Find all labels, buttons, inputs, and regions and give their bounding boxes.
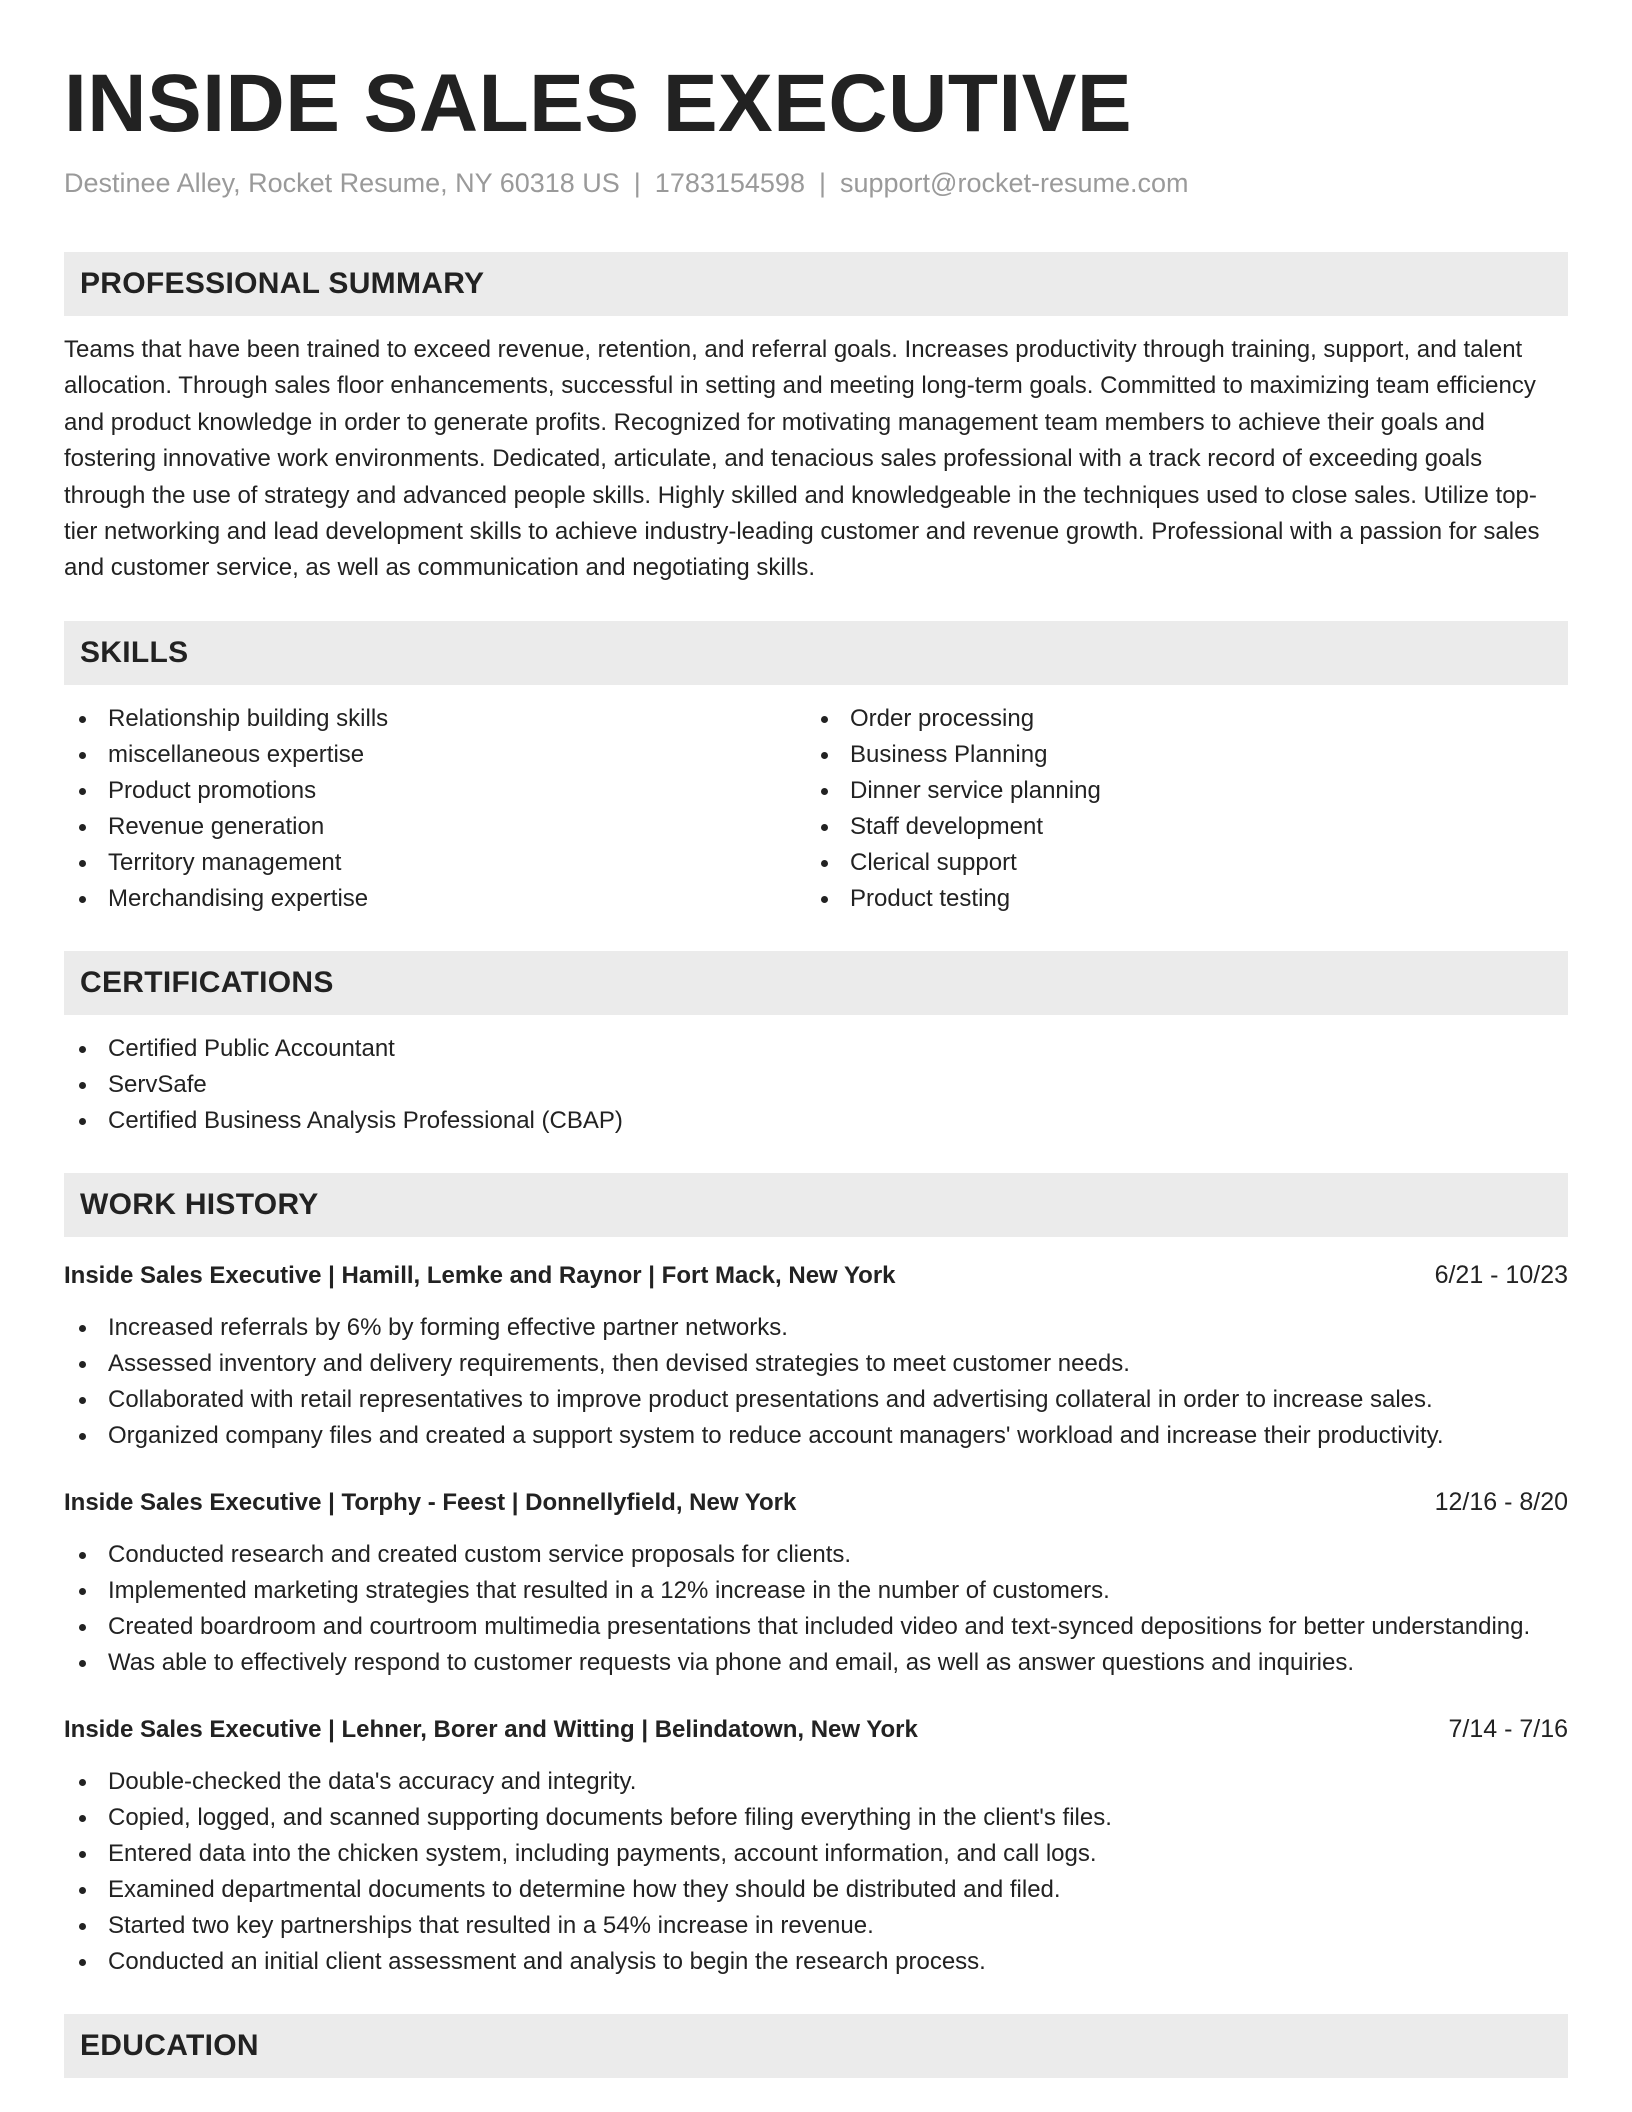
job-dates: 7/14 - 7/16 (1448, 1714, 1568, 1743)
job-entry (64, 1257, 1568, 1454)
job-bullet: Conducted research and created custom service proposals for clients. (64, 1537, 1568, 1573)
job-bullets (64, 1764, 1568, 1980)
skills-list (64, 701, 1568, 917)
job-dates: 6/21 - 10/23 (1434, 1260, 1568, 1289)
job-bullet: Organized company files and created a support system to reduce account managers' workload and increase their productivity. (64, 1418, 1568, 1454)
job-bullet: Created boardroom and courtroom multimedia presentations that included video and text-synced depositions for better understanding. (64, 1609, 1568, 1645)
contact-separator: | (633, 168, 641, 198)
section-heading-summary: PROFESSIONAL SUMMARY (64, 252, 1568, 316)
job-bullet: Collaborated with retail representatives to improve product presentations and advertising collateral in order to increase sales. (64, 1382, 1568, 1418)
certification-item: Certified Public Accountant (64, 1031, 1568, 1067)
skill-item: Relationship building skills (64, 701, 806, 737)
job-title: Inside Sales Executive | Torphy - Feest | Donnellyfield, New York (64, 1488, 797, 1516)
certification-item: Certified Business Analysis Professional (CBAP) (64, 1103, 1568, 1139)
skill-item: miscellaneous expertise (64, 737, 806, 773)
contact-email: support@rocket-resume.com (839, 168, 1189, 198)
job-dates: 12/16 - 8/20 (1434, 1487, 1568, 1516)
skill-item: Business Planning (806, 737, 1548, 773)
skills-column-left (64, 701, 806, 917)
job-header (64, 1257, 1568, 1294)
job-bullet: Copied, logged, and scanned supporting documents before filing everything in the client's files. (64, 1800, 1568, 1836)
job-bullet: Implemented marketing strategies that resulted in a 12% increase in the number of customers. (64, 1573, 1568, 1609)
skill-item: Revenue generation (64, 809, 806, 845)
resume-title: INSIDE SALES EXECUTIVE (64, 58, 1133, 149)
job-bullet: Entered data into the chicken system, including payments, account information, and call logs. (64, 1836, 1568, 1872)
skill-item: Clerical support (806, 845, 1548, 881)
contact-phone: 1783154598 (654, 168, 805, 198)
job-bullet: Was able to effectively respond to customer requests via phone and email, as well as answer questions and inquiries. (64, 1645, 1568, 1681)
skills-column-right (806, 701, 1548, 917)
job-header (64, 1484, 1568, 1521)
job-bullet: Increased referrals by 6% by forming effective partner networks. (64, 1310, 1568, 1346)
section-heading-education: EDUCATION (64, 2014, 1568, 2078)
job-bullets (64, 1310, 1568, 1454)
job-bullet: Started two key partnerships that resulted in a 54% increase in revenue. (64, 1908, 1568, 1944)
job-title: Inside Sales Executive | Lehner, Borer and Witting | Belindatown, New York (64, 1715, 918, 1743)
certification-item: ServSafe (64, 1067, 1568, 1103)
section-heading-skills: SKILLS (64, 621, 1568, 685)
job-bullet: Conducted an initial client assessment and analysis to begin the research process. (64, 1944, 1568, 1980)
contact-line (64, 166, 1568, 200)
skill-item: Product promotions (64, 773, 806, 809)
skill-item: Dinner service planning (806, 773, 1548, 809)
summary-text: Teams that have been trained to exceed revenue, retention, and referral goals. Increases productivity through training, support, and talent allocation. Through sales floor enhancements, successful in setting and meeting long-term goals. Committed to maximizing team efficiency and product knowledge in order to generate profits. Recognized for motivating management team members to achieve their goals and fostering innovative work environments. Dedicated, articulate, and tenacious sales professional with a track record of exceeding goals through the use of strategy and advanced people skills. Highly skilled and knowledgeable in the techniques used to close sales. Utilize top-tier networking and lead development skills to achieve industry-leading customer and revenue growth. Professional with a passion for sales and customer service, as well as communication and negotiating skills. (64, 336, 1540, 582)
skill-item: Order processing (806, 701, 1548, 737)
job-bullet: Examined departmental documents to determine how they should be distributed and filed. (64, 1872, 1568, 1908)
job-title: Inside Sales Executive | Hamill, Lemke and Raynor | Fort Mack, New York (64, 1261, 896, 1289)
skill-item: Staff development (806, 809, 1548, 845)
skill-item: Merchandising expertise (64, 881, 806, 917)
job-entry (64, 1711, 1568, 1980)
section-heading-certifications: CERTIFICATIONS (64, 951, 1568, 1015)
certifications-list (64, 1031, 1568, 1139)
job-entry (64, 1484, 1568, 1681)
section-heading-work-history: WORK HISTORY (64, 1173, 1568, 1237)
job-bullets (64, 1537, 1568, 1681)
contact-separator: | (818, 168, 826, 198)
skill-item: Territory management (64, 845, 806, 881)
job-bullet: Assessed inventory and delivery requirements, then devised strategies to meet customer needs. (64, 1346, 1568, 1382)
job-bullet: Double-checked the data's accuracy and integrity. (64, 1764, 1568, 1800)
skill-item: Product testing (806, 881, 1548, 917)
contact-address: Destinee Alley, Rocket Resume, NY 60318 US (64, 168, 620, 198)
job-header (64, 1711, 1568, 1748)
